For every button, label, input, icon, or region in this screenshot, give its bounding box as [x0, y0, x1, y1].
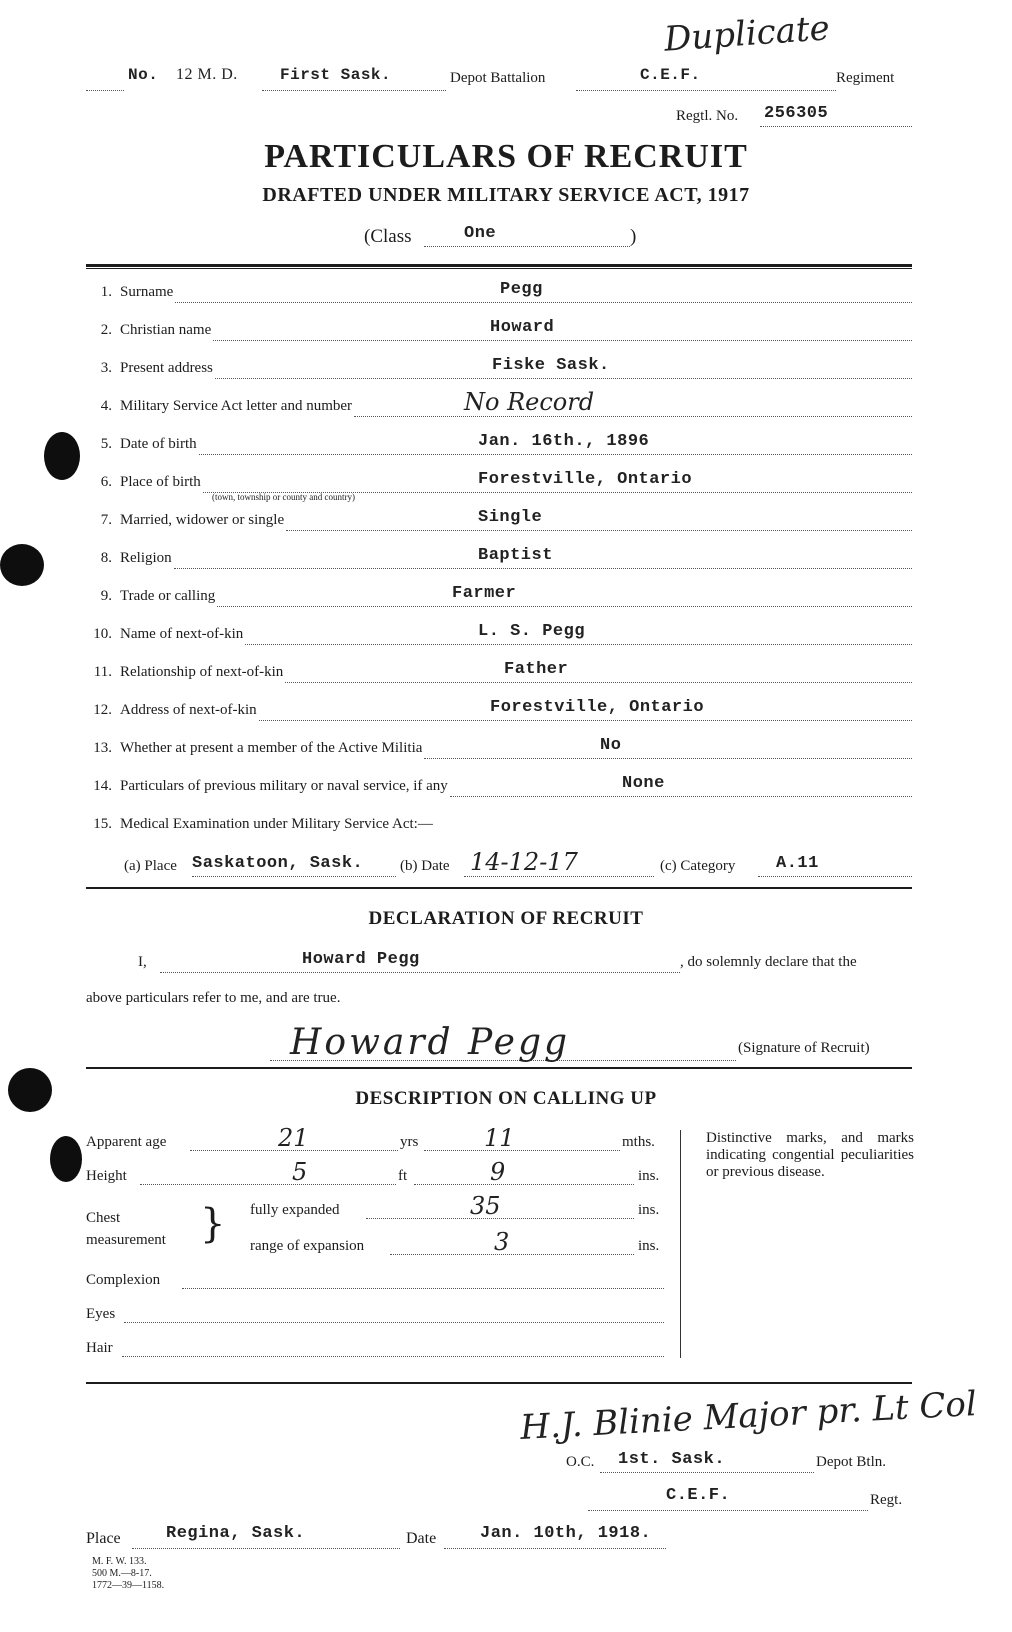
- field-value: Howard: [490, 318, 555, 337]
- field-value: No Record: [464, 388, 595, 416]
- officer-signature: H.J. Blinie Major pr. Lt Col: [519, 1384, 978, 1448]
- field-label: [86, 816, 433, 833]
- field-number: 12.: [93, 702, 112, 718]
- class-value: One: [464, 224, 497, 243]
- field-label: [86, 474, 201, 491]
- field-label-text: Trade or calling: [120, 588, 216, 604]
- field-label: [86, 740, 422, 757]
- range-expansion-label: range of expansion: [250, 1238, 365, 1254]
- field-number: 15.: [93, 816, 112, 832]
- field-value: L. S. Pegg: [478, 622, 586, 641]
- footer-place-label: Place: [86, 1530, 121, 1547]
- oc-prefix: O.C.: [566, 1454, 595, 1470]
- field-value: Jan. 16th., 1896: [478, 432, 650, 451]
- field-label: [86, 588, 215, 605]
- field-value: None: [622, 774, 665, 793]
- regtl-no-value: 256305: [764, 104, 829, 123]
- footer-date-label: Date: [406, 1530, 437, 1547]
- declaration-declare-text: , do solemnly declare that the: [680, 954, 857, 970]
- form-title: PARTICULARS OF RECRUIT: [264, 138, 748, 175]
- punch-hole: [44, 432, 80, 480]
- field-value: Farmer: [452, 584, 517, 603]
- field-label: [86, 702, 257, 719]
- header-no-value: 12 M. D.: [176, 66, 238, 83]
- field-number: 13.: [93, 740, 112, 756]
- field-value: Pegg: [500, 280, 543, 299]
- ft-label: ft: [398, 1168, 408, 1184]
- duplicate-note: Duplicate: [662, 8, 831, 60]
- divider: [86, 1382, 912, 1384]
- eyes-label: Eyes: [86, 1306, 116, 1322]
- field-fill-line: [213, 340, 912, 341]
- punch-hole: [0, 544, 44, 586]
- field-label: [86, 778, 448, 795]
- field-value: Single: [478, 508, 543, 527]
- field-value: Father: [504, 660, 569, 679]
- field-value: Forestville, Ontario: [490, 698, 705, 717]
- field-label: [86, 664, 283, 681]
- ins-label: ins.: [638, 1202, 660, 1218]
- field-label-text: Date of birth: [120, 436, 197, 452]
- field-number: 5.: [100, 436, 112, 452]
- field-label-text: Surname: [120, 284, 174, 300]
- field-label-text: Place of birth: [120, 474, 201, 490]
- footer-date-value: Jan. 10th, 1918.: [480, 1524, 652, 1543]
- field-number: 10.: [93, 626, 112, 642]
- age-months-value: 11: [484, 1124, 515, 1152]
- chest-brace: }: [200, 1201, 226, 1247]
- measurement-label: measurement: [86, 1232, 166, 1248]
- medical-date-label: (b) Date: [400, 858, 450, 874]
- fully-expanded-value: 35: [470, 1192, 501, 1220]
- field-label-text: Married, widower or single: [120, 512, 285, 528]
- field-number: 7.: [100, 512, 112, 528]
- field-label-text: Religion: [120, 550, 172, 566]
- ins-label: ins.: [638, 1238, 660, 1254]
- header-unit-value: First Sask.: [280, 66, 392, 84]
- field-fill-line: [174, 568, 912, 569]
- field-value: No: [600, 736, 622, 755]
- field-label-text: Whether at present a member of the Active Militia: [120, 740, 423, 756]
- officer-unit-value: 1st. Sask.: [618, 1450, 726, 1469]
- header-depot-label: Depot Battalion: [450, 70, 546, 86]
- divider: [86, 268, 912, 269]
- age-years-value: 21: [278, 1124, 309, 1152]
- declaration-i: I,: [138, 954, 147, 970]
- field-number: 14.: [93, 778, 112, 794]
- form-code: M. F. W. 133. 500 M.—8-17. 1772—39—1158.: [92, 1556, 165, 1591]
- field-fill-line: [215, 378, 912, 379]
- field-label-text: Medical Examination under Military Service Act:—: [120, 816, 433, 832]
- field-label: [86, 284, 173, 301]
- class-open: (Class: [364, 226, 412, 247]
- declaration-name-value: Howard Pegg: [302, 950, 420, 969]
- divider: [86, 887, 912, 889]
- ins-label: ins.: [638, 1168, 660, 1184]
- height-ft-value: 5: [292, 1158, 308, 1186]
- field-value: Fiske Sask.: [492, 356, 610, 375]
- field-label-text: Address of next-of-kin: [120, 702, 257, 718]
- field-label-text: Present address: [120, 360, 213, 376]
- mths-label: mths.: [622, 1134, 655, 1150]
- field-fill-line: [245, 644, 912, 645]
- apparent-age-label: Apparent age: [86, 1134, 167, 1150]
- field-fill-line: [199, 454, 912, 455]
- complexion-label: Complexion: [86, 1272, 161, 1288]
- medical-category-value: A.11: [776, 854, 819, 873]
- divider: [86, 1067, 912, 1069]
- field-value: Forestville, Ontario: [478, 470, 693, 489]
- signature-label: (Signature of Recruit): [738, 1040, 870, 1056]
- field-number: 9.: [100, 588, 112, 604]
- medical-place-value: Saskatoon, Sask.: [192, 854, 364, 873]
- field-label-text: Christian name: [120, 322, 212, 338]
- height-label: Height: [86, 1168, 127, 1184]
- field-number: 4.: [100, 398, 112, 414]
- medical-category-label: (c) Category: [660, 858, 736, 874]
- header-no: No.: [128, 66, 159, 84]
- medical-place-label: (a) Place: [124, 858, 177, 874]
- field-label: [86, 626, 243, 643]
- field-number: 1.: [100, 284, 112, 300]
- description-separator: [680, 1130, 681, 1358]
- field-fill-line: [286, 530, 912, 531]
- field-label-text: Relationship of next-of-kin: [120, 664, 284, 680]
- height-in-value: 9: [490, 1158, 506, 1186]
- field-label: [86, 322, 211, 339]
- description-heading: DESCRIPTION ON CALLING UP: [355, 1088, 657, 1109]
- declaration-line2: above particulars refer to me, and are true.: [86, 990, 341, 1006]
- field-number: 11.: [93, 664, 112, 680]
- class-close: ): [630, 226, 637, 247]
- medical-date-value: 14-12-17: [470, 848, 578, 876]
- field-number: 6.: [100, 474, 112, 490]
- regtl-no-label: Regtl. No.: [676, 108, 739, 124]
- recruit-signature: Howard Pegg: [290, 1022, 571, 1063]
- depot-btln-label: Depot Btln.: [816, 1454, 886, 1470]
- field-label-text: Name of next-of-kin: [120, 626, 244, 642]
- field-number: 2.: [100, 322, 112, 338]
- field-number: 8.: [100, 550, 112, 566]
- header-cef-value: C.E.F.: [640, 66, 701, 84]
- field-fill-line: [354, 416, 912, 417]
- declaration-heading: DECLARATION OF RECRUIT: [368, 908, 644, 929]
- field-label: [86, 550, 172, 567]
- distinctive-marks: Distinctive marks, and marks indicating congential peculiarities or previous disease.: [706, 1130, 914, 1180]
- regt-label: Regt.: [870, 1492, 903, 1508]
- field-label: [86, 398, 352, 415]
- yrs-label: yrs: [400, 1134, 419, 1150]
- punch-hole: [50, 1136, 82, 1182]
- field-value: Baptist: [478, 546, 553, 565]
- field-label-text: Particulars of previous military or naval service, if any: [120, 778, 448, 794]
- divider: [86, 264, 912, 267]
- hair-label: Hair: [86, 1340, 113, 1356]
- fully-expanded-label: fully expanded: [250, 1202, 340, 1218]
- field-fill-line: [217, 606, 912, 607]
- chest-label: Chest: [86, 1210, 121, 1226]
- range-expansion-value: 3: [494, 1228, 510, 1256]
- field-fill-line: [175, 302, 912, 303]
- header-regiment-label: Regiment: [836, 70, 895, 86]
- field-number: 3.: [100, 360, 112, 376]
- form-subtitle: DRAFTED UNDER MILITARY SERVICE ACT, 1917: [262, 184, 750, 206]
- field-label: [86, 360, 213, 377]
- officer-cef-value: C.E.F.: [666, 1486, 731, 1505]
- field-note: (town, township or county and country): [212, 492, 355, 502]
- field-fill-line: [285, 682, 912, 683]
- field-fill-line: [424, 758, 912, 759]
- field-label: [86, 512, 284, 529]
- field-label-text: Military Service Act letter and number: [120, 398, 353, 414]
- field-fill-line: [259, 720, 912, 721]
- footer-place-value: Regina, Sask.: [166, 1524, 306, 1543]
- field-label: [86, 436, 197, 453]
- field-fill-line: [450, 796, 912, 797]
